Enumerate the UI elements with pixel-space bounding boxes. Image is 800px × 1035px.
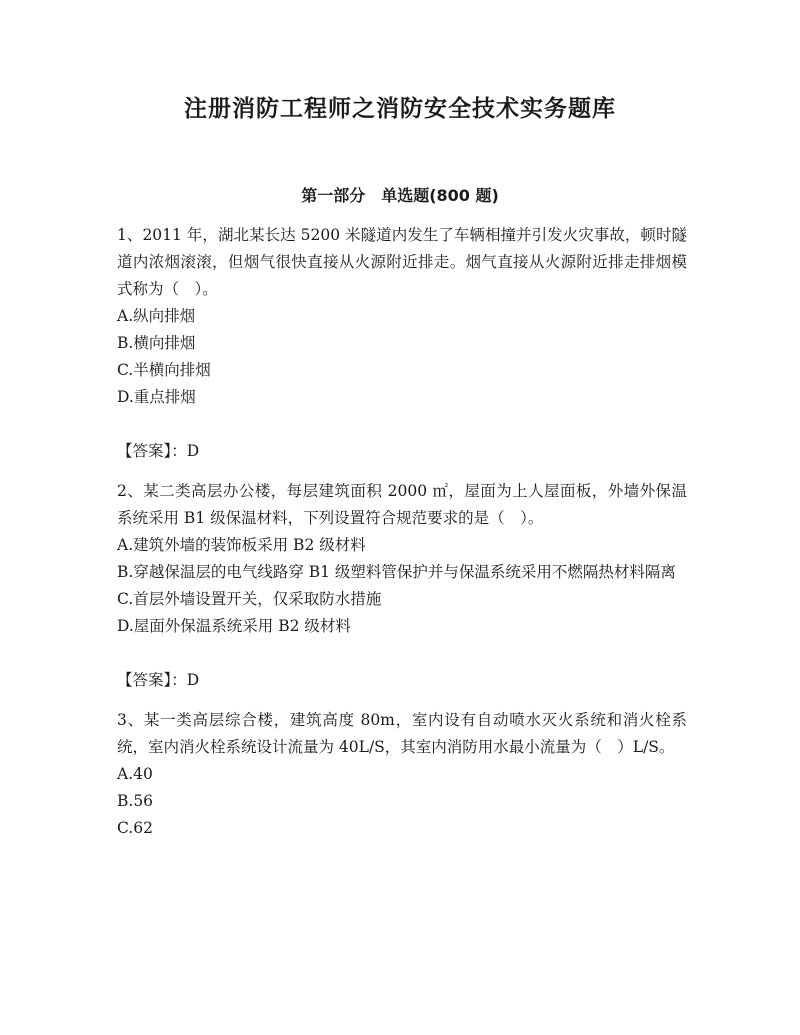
- option-c: C.62: [117, 819, 153, 837]
- answer-line: 【答案】：D: [117, 442, 200, 460]
- option-a: A.建筑外墙的装饰板采用 B2 级材料: [117, 536, 366, 554]
- question-stem: 1、2011 年，湖北某长达 5200 米隧道内发生了车辆相撞并引发火灾事故，顿时隧道内浓烟滚滚，但烟气很快直接从火源附近排走。烟气直接从火源附近排走排烟模式称为（ ）。: [117, 226, 687, 298]
- option-b: B.穿越保温层的电气线路穿 B1 级塑料管保护并与保温系统采用不燃隔热材料隔离: [117, 563, 676, 581]
- option-a: A.40: [117, 765, 153, 783]
- question-stem: 3、某一类高层综合楼，建筑高度 80m，室内设有自动喷水灭火系统和消火栓系统，室内消火栓系统设计流量为 40L/S，其室内消防用水最小流量为（ ）L/S。: [117, 711, 687, 756]
- option-b: B.横向排烟: [117, 334, 196, 352]
- page-title: 注册消防工程师之消防安全技术实务题库: [184, 96, 616, 122]
- option-b: B.56: [117, 792, 154, 810]
- question-3: [117, 707, 687, 842]
- question-1: [117, 222, 687, 465]
- answer-line: 【答案】：D: [117, 671, 200, 689]
- option-c: C.半横向排烟: [117, 361, 211, 379]
- option-c: C.首层外墙设置开关，仅采取防水措施: [117, 590, 382, 608]
- section-heading: 第一部分 单选题(800 题): [301, 186, 499, 205]
- option-d: D.屋面外保温系统采用 B2 级材料: [117, 617, 351, 635]
- question-stem: 2、某二类高层办公楼，每层建筑面积 2000 ㎡，屋面为上人屋面板，外墙外保温系统采用 B1 级保温材料，下列设置符合规范要求的是（ ）。: [117, 482, 687, 527]
- option-a: A.纵向排烟: [117, 307, 196, 325]
- question-list: [117, 222, 687, 842]
- question-2: [117, 478, 687, 694]
- option-d: D.重点排烟: [117, 388, 196, 406]
